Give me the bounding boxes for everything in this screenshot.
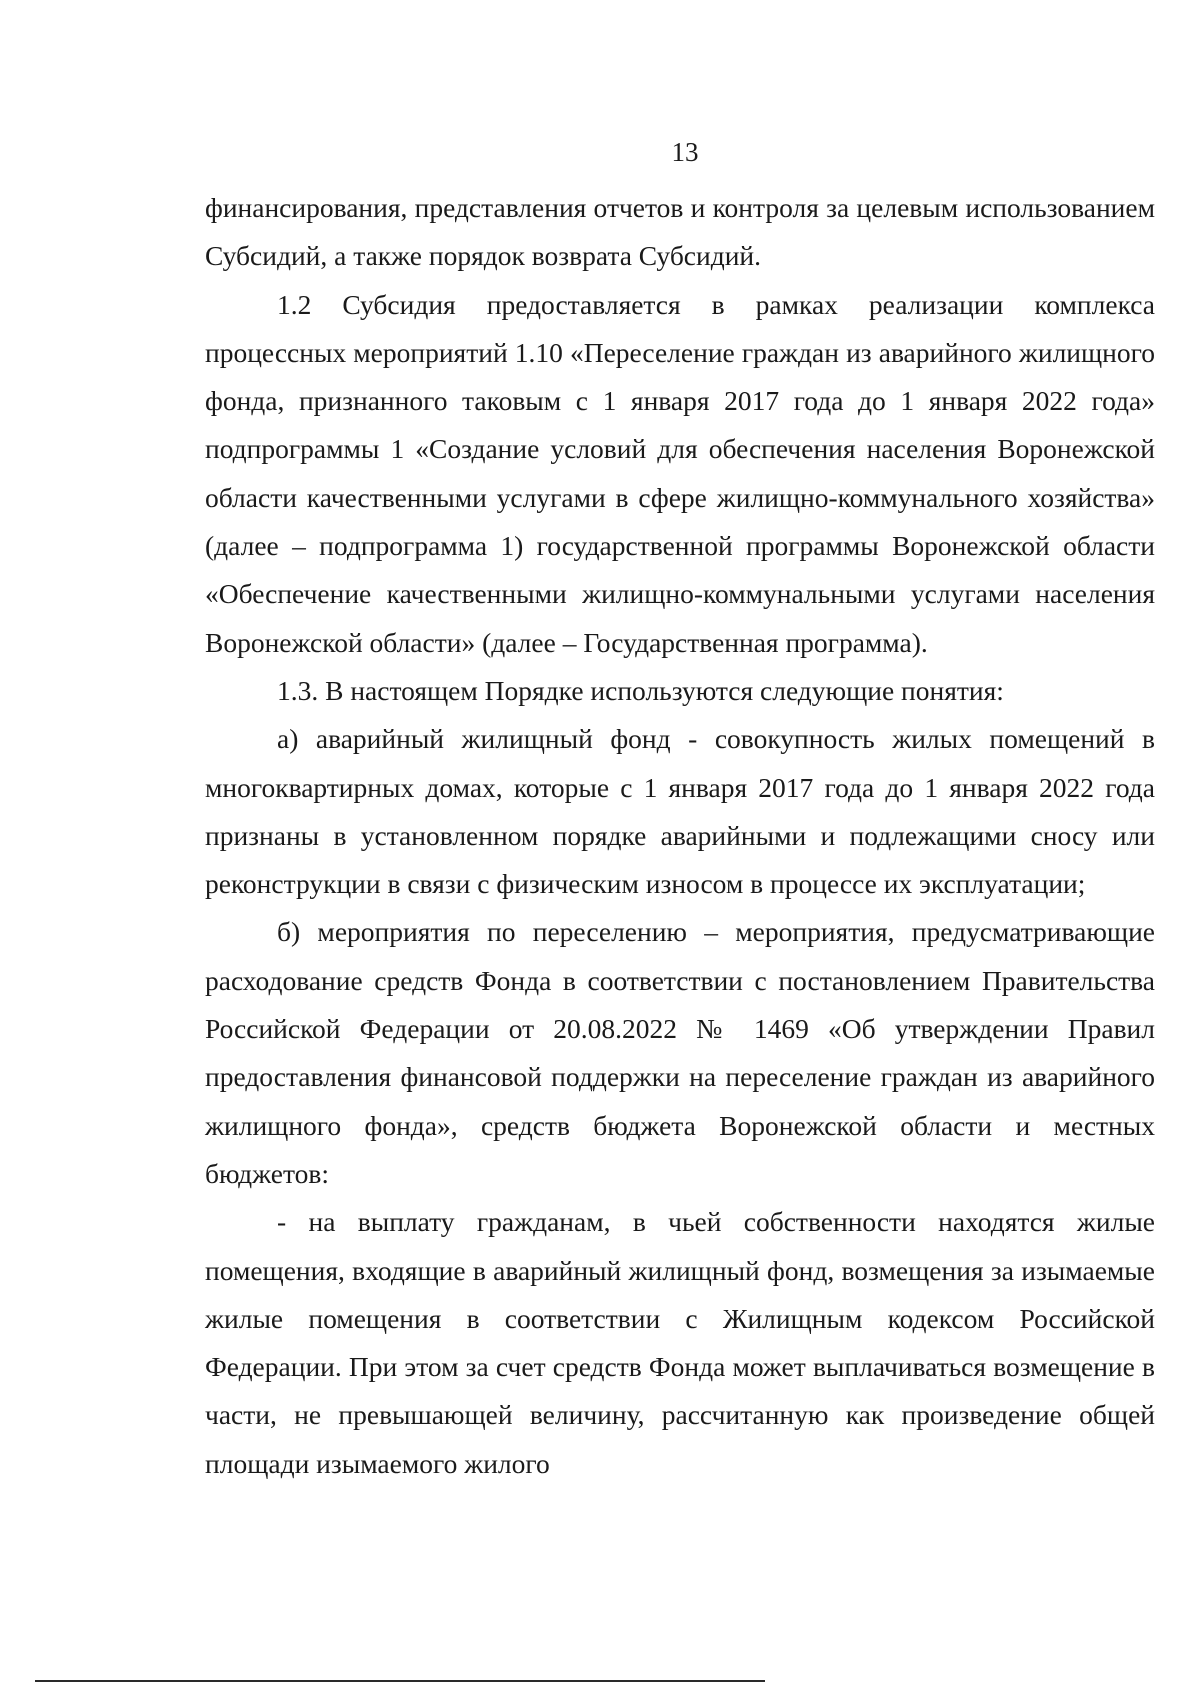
paragraph-item-a: а) аварийный жилищный фонд - совокупность жилых помещений в многоквартирных домах, которые с 1 января 2017 года до 1 января 2022 года признаны в установленном порядке аварийными и подлежащими сносу или реконструкции в связи с физическим износом в процессе их эксплуатации; — [205, 723, 1155, 900]
paragraph-continuation: финансирования, представления отчетов и контроля за целевым использованием Субсидий, а также порядок возврата Субсидий. — [205, 192, 1155, 272]
paragraph-1-3: 1.3. В настоящем Порядке используются следующие понятия: — [277, 674, 1004, 706]
paragraph-item-b: б) мероприятия по переселению – мероприятия, предусматривающие расходование средств Фонда в соответствии с постановлением Правительства Российской Федерации от 20.08.2022 № 1469 «Об утверждении Правил предоставления финансовой поддержки на переселение граждан из аварийного жилищного фонда», средств бюджета Воронежской области и местных бюджетов: — [205, 916, 1155, 1189]
paragraph-1-2: 1.2 Субсидия предоставляется в рамках реализации комплекса процессных мероприятий 1.10 «Переселение граждан из аварийного жилищного фонда, признанного таковым с 1 января 2017 года до 1 января 2022 года» подпрограммы 1 «Создание условий для обеспечения населения Воронежской области качественными услугами в сфере жилищно-коммунального хозяйства» (далее – подпрограмма 1) государственной программы Воронежской области «Обеспечение качественными жилищно-коммунальными услугами населения Воронежской области» (далее – Государственная программа). — [205, 288, 1155, 658]
paragraph-dash-item: - на выплату гражданам, в чьей собственности находятся жилые помещения, входящие в аварийный жилищный фонд, возмещения за изымаемые жилые помещения в соответствии с Жилищным кодексом Российской Федерации. При этом за счет средств Фонда может выплачиваться возмещение в части, не превышающей величину, рассчитанную как произведение общей площади изымаемого жилого — [205, 1206, 1155, 1479]
page-number: 13 — [671, 137, 699, 167]
bottom-rule — [35, 1680, 765, 1682]
document-body — [205, 184, 1155, 1488]
